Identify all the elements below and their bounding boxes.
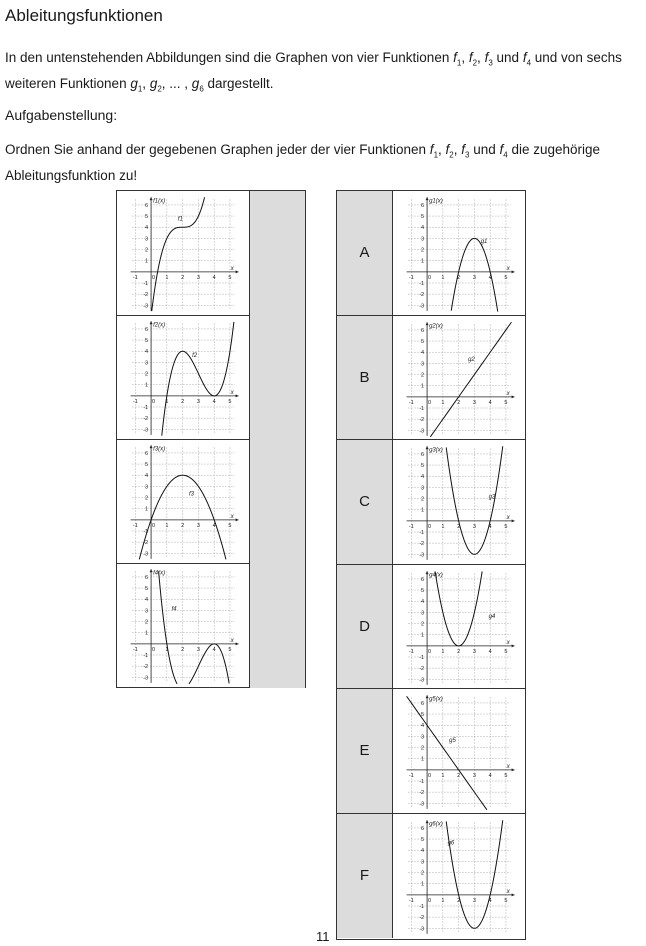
x-tick-label: 5 [504,648,508,655]
text-run: Ordnen Sie anhand der gegebenen Graphen jeder der vier Funktionen [5,142,430,157]
math-subscript: 4 [503,150,508,160]
y-tick-label: -3 [419,303,425,310]
y-tick-label: -2 [419,665,425,672]
text-run: In den untenstehenden Abbildungen sind die Graphen von vier Funktionen [5,50,454,65]
right-derivative-table [336,190,526,940]
y-tick-label: 6 [421,451,425,458]
x-tick-label: 4 [212,646,216,653]
x-tick-label: -1 [408,523,414,530]
y-tick-label: 6 [145,450,149,457]
math-subscript: 3 [488,58,493,68]
x-axis-title: x [230,637,234,644]
y-tick-label: 1 [145,382,149,389]
graph-cell [393,565,525,689]
y-tick-label: 3 [145,484,149,491]
y-tick-label: 2 [421,247,425,254]
y-tick-label: 5 [145,338,149,345]
x-tick-label: -1 [132,398,138,405]
x-tick-label: 3 [472,399,476,406]
graph-f3 [119,440,249,562]
curve-label: g1 [480,238,488,245]
x-tick-label: 0 [428,274,432,281]
y-tick-label: 1 [421,507,425,514]
graph-g2 [395,317,525,439]
x-tick-label: 4 [488,648,492,655]
x-axis-title: x [230,513,234,520]
x-axis-arrow [512,395,515,398]
x-axis-arrow [512,893,515,896]
option-letter: D [337,565,393,689]
y-tick-label: 5 [421,836,425,843]
option-letter: C [337,440,393,564]
math-symbol: f [445,142,450,157]
option-letter: E [337,689,393,813]
x-tick-label: 0 [152,522,156,529]
y-tick-label: 1 [145,506,149,513]
y-tick-label: 4 [421,349,425,356]
y-tick-label: -3 [143,675,149,682]
y-tick-label: 2 [421,496,425,503]
y-tick-label: 6 [421,700,425,707]
math-symbol: f [461,142,466,157]
x-tick-label: 5 [228,522,232,529]
x-tick-label: 4 [212,398,216,405]
x-tick-label: 2 [457,523,461,530]
x-tick-label: -1 [408,648,414,655]
graph-f2 [119,316,249,438]
curve-f2 [162,322,234,436]
x-tick-label: 3 [472,897,476,904]
x-tick-label: 5 [228,274,232,281]
y-axis-title: f3(x) [153,446,166,453]
math-subscript: 3 [465,150,470,160]
y-tick-label: -3 [419,801,425,808]
x-tick-label: 1 [441,523,445,530]
x-tick-label: 2 [457,897,461,904]
y-axis-title: g3(x) [429,447,443,454]
option-letter: B [337,316,393,440]
x-tick-label: 0 [152,274,156,281]
x-tick-label: 5 [504,772,508,779]
option-letter: F [337,814,393,939]
left-function-table [116,190,306,688]
y-tick-label: -2 [419,790,425,797]
text-run: dargestellt. [203,75,274,91]
x-tick-label: -1 [408,772,414,779]
math-symbol: f [484,50,489,65]
y-axis-title: g4(x) [429,572,443,579]
y-tick-label: -1 [419,530,425,536]
math-symbol: f [522,50,527,65]
task-heading: Aufgabenstellung: [5,107,118,123]
intro-paragraph [5,48,641,99]
x-axis-arrow [512,519,515,522]
x-axis-arrow [512,768,515,771]
x-tick-label: -1 [132,646,138,653]
x-tick-label: 5 [504,523,508,530]
x-tick-label: 4 [212,274,216,281]
y-tick-label: 1 [421,632,425,639]
y-axis-title: g2(x) [429,323,443,330]
text-run: , [438,142,446,157]
graph-cell [393,689,525,813]
curve-label: g4 [488,613,496,620]
y-tick-label: 6 [145,326,149,333]
table-row [117,191,305,316]
table-row [337,689,525,814]
x-tick-label: -1 [408,897,414,904]
table-row [117,315,305,440]
x-axis-title: x [230,389,234,396]
table-row [117,439,305,564]
x-tick-label: 5 [504,897,508,904]
text-run: und [469,142,500,157]
x-tick-label: 4 [488,772,492,779]
graph-cell [117,315,249,439]
x-tick-label: 3 [472,648,476,655]
y-tick-label: 3 [421,609,425,616]
y-tick-label: 4 [145,225,149,232]
answer-box[interactable] [249,439,305,563]
y-tick-label: -3 [143,303,149,310]
x-tick-label: 2 [181,274,185,281]
math-subscript: 1 [137,84,143,94]
y-tick-label: -1 [143,529,149,535]
y-tick-label: -3 [143,427,149,434]
y-tick-label: 6 [421,576,425,583]
x-tick-label: 1 [441,897,445,904]
y-tick-label: 2 [145,495,149,502]
text-run: und [492,50,523,65]
table-row [117,563,305,688]
curve-label: f1 [177,216,183,223]
x-axis-title: x [506,763,510,770]
y-tick-label: -2 [143,292,149,299]
x-tick-label: 2 [457,772,461,779]
y-tick-label: 3 [421,858,425,865]
math-subscript: 2 [472,58,478,68]
page-number: 11 [316,929,330,944]
curve-label: g3 [488,494,496,501]
x-tick-label: 2 [181,646,185,653]
math-subscript: 1 [456,58,462,68]
x-axis-arrow [236,642,239,645]
y-tick-label: 1 [421,881,425,888]
math-subscript: 2 [157,84,162,94]
x-tick-label: 1 [165,398,169,405]
y-tick-label: -2 [143,540,149,547]
y-axis-title: f2(x) [153,322,166,329]
text-run: und von sechs weiteren Funktionen [5,50,622,91]
y-axis-title: g6(x) [429,821,443,828]
graph-cell [393,191,525,315]
x-axis-title: x [506,888,510,895]
y-tick-label: 3 [145,608,149,615]
y-tick-label: -3 [143,551,149,558]
y-tick-label: 6 [145,574,149,581]
table-row [337,316,525,441]
x-tick-label: -1 [132,274,138,281]
x-tick-label: 3 [196,522,200,529]
y-tick-label: 4 [421,225,425,232]
y-tick-label: -2 [143,664,149,671]
x-tick-label: 3 [472,523,476,530]
y-tick-label: -3 [419,427,425,434]
text-run: , [142,75,150,91]
x-tick-label: 0 [428,399,432,406]
y-axis-title: f4(x) [153,570,166,577]
y-tick-label: -3 [419,552,425,559]
y-tick-label: 4 [145,597,149,604]
y-tick-label: 3 [421,236,425,243]
y-tick-label: 4 [145,349,149,356]
y-tick-label: -2 [419,416,425,423]
x-tick-label: 5 [504,274,508,281]
y-tick-label: 6 [421,327,425,334]
y-axis-title: f1(x) [153,198,166,205]
x-tick-label: 4 [488,399,492,406]
x-axis-arrow [512,270,515,273]
graph-cell [117,439,249,563]
y-tick-label: 5 [421,338,425,345]
x-tick-label: 2 [457,648,461,655]
y-tick-label: 1 [145,258,149,265]
math-symbol: g [130,75,138,91]
answer-box[interactable] [249,191,305,315]
x-tick-label: -1 [132,522,138,529]
y-tick-label: 6 [421,202,425,209]
x-tick-label: 1 [441,648,445,655]
x-tick-label: 0 [152,398,156,405]
y-tick-label: 5 [421,463,425,470]
text-run: , ... , [161,75,192,91]
math-symbol: g [149,75,158,91]
y-tick-label: -1 [419,903,425,910]
x-tick-label: 3 [472,772,476,779]
graph-g6 [395,815,525,937]
x-tick-label: 3 [196,274,200,281]
y-tick-label: 2 [421,745,425,752]
curve-label: g6 [447,840,455,847]
y-tick-label: 4 [145,473,149,480]
x-axis-title: x [506,639,510,646]
math-subscript: 6 [199,84,204,94]
option-letter: A [337,191,393,315]
math-subscript: 2 [449,150,454,160]
graph-g4 [395,566,525,688]
math-subscript: 4 [526,58,532,68]
graph-g5 [395,690,525,812]
curve-label: g2 [468,356,475,363]
y-tick-label: -2 [143,416,149,423]
x-tick-label: 4 [488,897,492,904]
x-tick-label: 0 [428,648,432,655]
y-tick-label: -2 [419,914,425,921]
graph-cell [393,440,525,564]
x-tick-label: 3 [196,646,200,653]
x-axis-title: x [506,514,510,521]
y-tick-label: 1 [421,258,425,265]
x-tick-label: 1 [441,399,445,406]
y-tick-label: -2 [419,292,425,299]
x-tick-label: 2 [457,274,461,281]
y-tick-label: 2 [421,870,425,877]
math-subscript: 1 [433,150,439,160]
x-tick-label: 5 [228,646,232,653]
page-title: Ableitungsfunktionen [5,6,163,25]
text-run: , [453,142,462,157]
x-tick-label: 1 [441,772,445,779]
y-tick-label: 4 [421,723,425,730]
y-axis-title: g1(x) [429,198,443,205]
x-tick-label: -1 [408,274,414,281]
y-tick-label: 4 [421,598,425,605]
x-tick-label: 1 [165,522,169,529]
y-tick-label: 6 [145,202,149,209]
x-axis-title: x [506,265,510,272]
text-run: , [477,50,485,65]
table-row [337,565,525,690]
graph-g1 [395,192,525,314]
x-axis-title: x [506,390,510,397]
y-tick-label: -3 [419,925,425,932]
x-tick-label: 2 [457,399,461,406]
x-tick-label: 2 [181,398,185,405]
table-row [337,440,525,565]
y-tick-label: 3 [421,485,425,492]
graph-cell [393,814,525,939]
y-tick-label: 1 [421,383,425,390]
x-axis-arrow [512,644,515,647]
y-tick-label: 5 [145,214,149,221]
text-run: die zugehörige Ableitungsfunktion zu! [5,142,601,183]
x-axis-arrow [236,518,239,521]
x-tick-label: 0 [428,523,432,530]
x-tick-label: 1 [165,274,169,281]
graph-f1 [119,192,249,314]
text-run: , [461,50,469,65]
curve-label: f4 [171,606,177,613]
math-symbol: f [468,50,473,65]
y-axis-title: g5(x) [429,696,443,703]
y-tick-label: -1 [143,281,149,287]
curve-label: f3 [188,491,194,498]
table-row [337,191,525,316]
y-tick-label: 1 [421,756,425,763]
y-tick-label: 2 [145,247,149,254]
y-tick-label: 5 [421,587,425,594]
y-tick-label: 5 [145,586,149,593]
y-tick-label: -1 [143,405,149,411]
y-tick-label: -1 [419,405,425,412]
x-tick-label: 2 [181,522,185,529]
x-axis-title: x [230,265,234,272]
y-tick-label: 4 [421,474,425,481]
x-tick-label: 3 [196,398,200,405]
y-tick-label: 3 [421,360,425,367]
math-symbol: f [429,142,434,157]
math-symbol: g [191,75,200,91]
x-tick-label: 5 [228,398,232,405]
y-tick-label: 3 [421,734,425,741]
x-tick-label: 0 [428,772,432,779]
x-tick-label: 4 [488,523,492,530]
y-tick-label: -2 [419,541,425,548]
y-tick-label: 5 [421,712,425,719]
y-tick-label: 4 [421,847,425,854]
x-axis-arrow [236,394,239,397]
y-tick-label: 6 [421,825,425,832]
table-row [337,814,525,939]
task-paragraph [5,140,641,186]
graph-cell [393,316,525,440]
graph-cell [117,563,249,688]
x-tick-label: 0 [152,646,156,653]
y-tick-label: 5 [421,214,425,221]
x-tick-label: 4 [212,522,216,529]
x-tick-label: 1 [165,646,169,653]
curve-label: g5 [449,737,456,744]
x-tick-label: 0 [428,897,432,904]
x-axis-arrow [236,270,239,273]
math-symbol: f [499,142,504,157]
y-tick-label: 2 [421,372,425,379]
math-symbol: f [453,50,457,65]
x-tick-label: 3 [472,274,476,281]
y-tick-label: 5 [145,462,149,469]
y-tick-label: -1 [419,779,425,785]
x-tick-label: -1 [408,399,414,406]
x-tick-label: 5 [504,399,508,406]
curve-g2 [430,322,511,437]
y-tick-label: 3 [145,236,149,243]
answer-box[interactable] [249,563,305,688]
graph-f4 [119,564,249,686]
y-tick-label: -1 [419,281,425,287]
y-tick-label: 2 [145,371,149,378]
y-tick-label: 1 [145,630,149,637]
answer-box[interactable] [249,315,305,439]
x-tick-label: 1 [441,274,445,281]
y-tick-label: 2 [421,621,425,628]
y-tick-label: -1 [143,653,149,659]
y-tick-label: -1 [419,654,425,661]
x-tick-label: 4 [488,274,492,281]
graph-g3 [395,441,525,563]
y-tick-label: -3 [419,676,425,683]
y-tick-label: 2 [145,619,149,626]
curve-label: f2 [192,352,198,359]
y-tick-label: 3 [145,360,149,367]
graph-cell [117,191,249,315]
